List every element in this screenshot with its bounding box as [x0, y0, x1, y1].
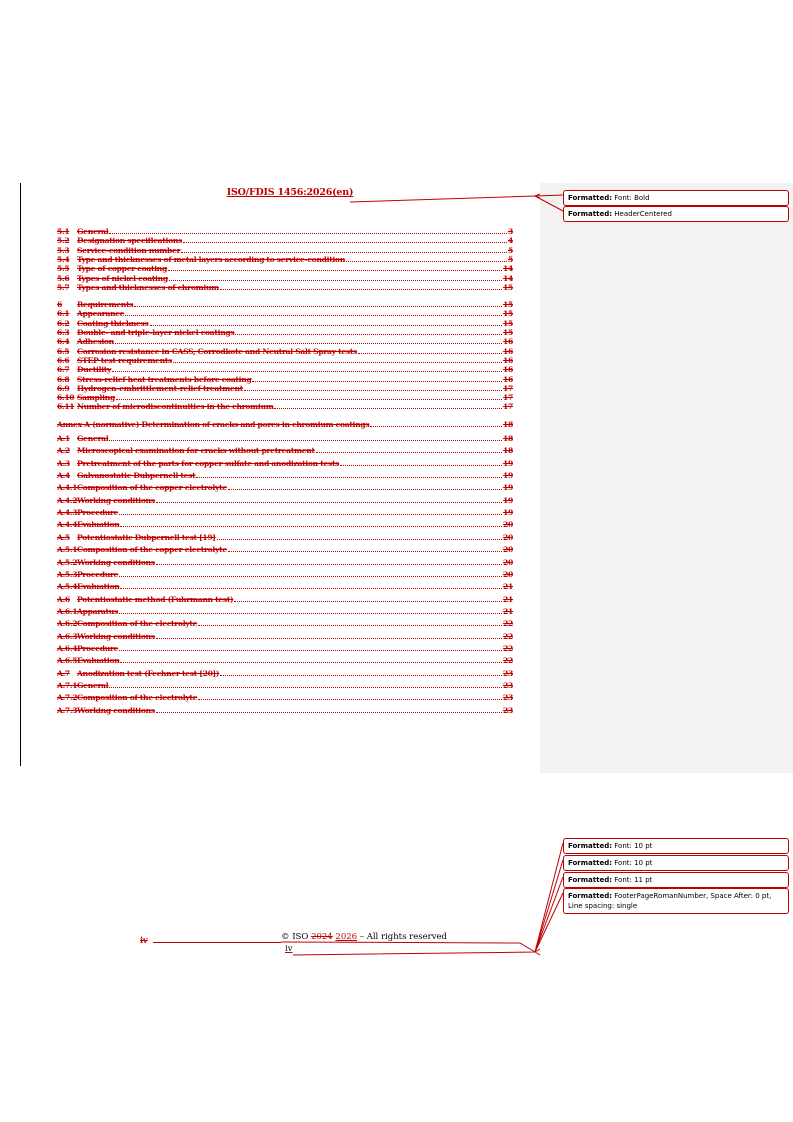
toc-entry-number: A.3 — [57, 458, 70, 468]
toc-entry-number: A.1 — [57, 434, 70, 443]
toc-entry-title: Potentiostatic Dubpernell test [19] — [77, 532, 216, 542]
toc-entry-number: 5.3 — [57, 245, 70, 255]
toc-entry-page: 19 — [503, 483, 513, 493]
comment-text: Font: 11 pt — [614, 876, 653, 884]
comment-label: Formatted: — [568, 842, 613, 850]
toc-entry-title: Ductility — [77, 365, 112, 375]
toc-entry-page: 22 — [503, 656, 513, 666]
toc-entry-title: Coating thickness — [77, 318, 149, 328]
toc-entry-title: Microscopical examination for cracks without pretreatment — [77, 446, 315, 456]
toc-entry-number: A.4.2 — [57, 495, 78, 505]
toc-entry-number: A.5 — [57, 532, 70, 542]
toc-entry-page: 16 — [503, 365, 513, 375]
comment-label: Formatted: — [568, 210, 613, 218]
toc-entry-page: 19 — [503, 495, 513, 505]
toc-entry-page: 22 — [503, 631, 513, 641]
toc-entry-page: 16 — [503, 355, 513, 365]
toc-entry-number: 6.5 — [57, 346, 70, 356]
toc-entry-page: 18 — [503, 434, 513, 443]
header-title[interactable]: ISO/FDIS 1456:2026(en) — [226, 187, 354, 198]
toc-entry-page: 16 — [503, 374, 513, 384]
toc-entry-number: A.7.3 — [57, 705, 78, 715]
toc-entry-title: Composition of the electrolyte — [77, 693, 198, 703]
toc-entry-number: 6.6 — [57, 355, 70, 365]
toc-entry-title: Apparatus — [77, 606, 118, 616]
toc-entry-number: A.6.5 — [57, 656, 78, 666]
toc-entry-page: 15 — [503, 282, 513, 292]
footer-roman-page-number[interactable]: iv — [285, 944, 293, 954]
toc-entry-number: A.4.3 — [57, 508, 78, 518]
comment-label: Formatted: — [568, 892, 613, 900]
toc-entry-title: Potentiostatic method (Fuhrmann test) — [77, 594, 234, 604]
toc-entry-title: Galvanostatic Dubpernell test — [77, 471, 196, 481]
toc-entry-page: 18 — [503, 419, 513, 429]
toc-entry-page: 22 — [503, 619, 513, 629]
toc-entry-title: Types of nickel coating — [77, 273, 168, 283]
toc-entry-number: 5.2 — [57, 236, 70, 246]
toc-entry-number: A.6.1 — [57, 606, 78, 616]
toc-entry-title: Stress-relief heat treatments before coating — [77, 374, 252, 384]
toc-entry-number: 6.9 — [57, 383, 70, 393]
toc-entry-title: Appearance — [77, 309, 125, 319]
toc-entry-number: A.7 — [57, 668, 70, 678]
toc-entry-page: 21 — [503, 606, 513, 616]
toc-entry-number: 6.8 — [57, 374, 70, 384]
toc-entry-title: Designation specifications — [77, 236, 183, 246]
toc-entry-title: Composition of the copper electrolyte — [77, 545, 227, 555]
toc-entry-title: Evaluation — [77, 656, 120, 666]
toc-entry-title: Number of microdiscontinuities in the chromium — [77, 402, 274, 412]
toc-entry-number: A.4 — [57, 471, 70, 481]
toc-entry-number: 5.7 — [57, 282, 70, 292]
toc-entry-title: Corrosion resistance in CASS, Corrodkote and Neutral Salt Spray tests — [77, 346, 358, 356]
toc-entry-page: 15 — [503, 318, 513, 328]
toc-entry-title: Requirements — [77, 300, 134, 310]
toc-entry-number: A.7.2 — [57, 693, 78, 703]
toc-entry-page: 20 — [503, 569, 513, 579]
toc-entry-page: 4 — [508, 236, 513, 246]
footer-page-number-deleted: iv — [140, 935, 148, 945]
toc-entry-page: 17 — [503, 402, 513, 412]
comment-label: Formatted: — [568, 194, 613, 202]
toc-entry-title: Pretreatment of the parts for copper sulfate and anodization tests — [77, 458, 340, 468]
toc-entry-page: 17 — [503, 383, 513, 393]
comment-label: Formatted: — [568, 876, 613, 884]
toc-entry-number: A.5.2 — [57, 557, 78, 567]
toc-entry-title: Evaluation — [77, 520, 120, 530]
toc-entry-number: 6.7 — [57, 365, 70, 375]
toc-entry-number: A.4.1 — [57, 483, 78, 493]
toc-entry-title: Types and thicknesses of chromium — [77, 282, 219, 292]
toc-entry-number: A.5.4 — [57, 582, 78, 592]
toc-entry-number: A.4.4 — [57, 520, 78, 530]
toc-entry-page: 18 — [503, 446, 513, 456]
toc-entry-number: A.6.3 — [57, 631, 78, 641]
toc-entry-title: Annex A (normative) Determination of cracks and pores in chromium coatings — [57, 419, 370, 429]
toc-entry-number: 6.11 — [57, 402, 75, 412]
toc-entry-page: 15 — [503, 300, 513, 310]
comment-text: HeaderCentered — [614, 210, 672, 218]
toc-entry-number: 5.1 — [57, 227, 70, 236]
comment-label: Formatted: — [568, 859, 613, 867]
toc-entry-title: Working conditions — [77, 705, 155, 715]
toc-entry-title: Adhesion — [77, 337, 114, 347]
toc-entry-page: 20 — [503, 545, 513, 555]
toc-entry-title: Type and thicknesses of metal layers according to service-condition — [77, 254, 346, 264]
toc-entry-number: 6 — [57, 300, 62, 310]
toc-entry-title: General — [77, 434, 109, 443]
comment-text: Font: 10 pt — [614, 859, 653, 867]
copyright-prefix: © ISO — [281, 932, 312, 942]
toc-entry-number: 6.3 — [57, 328, 70, 337]
toc-entry-title: Procedure — [77, 508, 119, 518]
toc-entry-number: 6.4 — [57, 337, 70, 347]
toc-entry-page: 19 — [503, 471, 513, 481]
toc-entry-page: 16 — [503, 337, 513, 347]
toc-entry-title: General — [77, 681, 109, 690]
toc-entry-page: 5 — [508, 245, 513, 255]
toc-entry-page: 20 — [503, 532, 513, 542]
toc-entry-number: A.6 — [57, 594, 70, 604]
toc-entry-page: 19 — [503, 458, 513, 468]
toc-entry-number: A.5.3 — [57, 569, 78, 579]
year-deleted: 2024 — [311, 932, 333, 942]
toc-entry-page: 5 — [508, 254, 513, 264]
copyright-suffix: – All rights reserved — [357, 932, 447, 942]
toc-entry-title: Procedure — [77, 569, 119, 579]
toc-entry-title: Composition of the electrolyte — [77, 619, 198, 629]
toc-entry-number: A.2 — [57, 446, 70, 456]
comment-text: Font: 10 pt — [614, 842, 653, 850]
toc-entry-title: Service-condition number — [77, 245, 181, 255]
toc-entry-number: A.6.2 — [57, 619, 78, 629]
toc-entry-page: 15 — [503, 309, 513, 319]
toc-entry-page: 23 — [503, 693, 513, 703]
toc-entry-page: 14 — [503, 264, 513, 274]
toc-entry-title: Procedure — [77, 643, 119, 653]
toc-entry-number: A.7.1 — [57, 681, 78, 690]
toc-entry-title: Working conditions — [77, 557, 155, 567]
toc-entry-page: 20 — [503, 557, 513, 567]
toc-entry-title: STEP test requirements — [77, 355, 172, 365]
year-inserted: 2026 — [335, 932, 358, 942]
toc-entry-page: 17 — [503, 393, 513, 403]
toc-entry-title: General — [77, 227, 109, 236]
toc-entry-page: 22 — [503, 643, 513, 653]
toc-entry-title: Type of copper coating — [77, 264, 168, 274]
toc-entry-page: 16 — [503, 346, 513, 356]
toc-entry-page: 3 — [508, 227, 513, 236]
toc-entry-title: Double- and triple-layer nickel coatings — [77, 328, 235, 337]
toc-entry-page: 21 — [503, 594, 513, 604]
toc-entry-number: 5.5 — [57, 264, 70, 274]
toc-entry-number: 5.6 — [57, 273, 70, 283]
toc-entry-title: Composition of the copper electrolyte — [77, 483, 227, 493]
toc-entry-page: 20 — [503, 520, 513, 530]
toc-entry-number: 5.4 — [57, 254, 70, 264]
toc-entry-title: Sampling — [77, 393, 115, 403]
toc-entry-page: 21 — [503, 582, 513, 592]
toc-entry-page: 15 — [503, 328, 513, 337]
comment-text: Font: Bold — [614, 194, 650, 202]
toc-entry-number: 6.1 — [57, 309, 70, 319]
toc-entry-title: Working conditions — [77, 631, 155, 641]
toc-entry-number: 6.2 — [57, 318, 70, 328]
toc-entry-page: 23 — [503, 668, 513, 678]
toc-entry-title: Hydrogen-embrittlement-relief treatment — [77, 383, 243, 393]
toc-entry-number: A.5.1 — [57, 545, 78, 555]
toc-entry-number: 6.10 — [57, 393, 75, 403]
toc-entry-title: Evaluation — [77, 582, 120, 592]
toc-entry-number: A.6.4 — [57, 643, 78, 653]
toc-entry-title: Working conditions — [77, 495, 155, 505]
toc-entry-page: 19 — [503, 508, 513, 518]
toc-entry-title: Anodization test (Fechner test [20]) — [77, 668, 220, 678]
toc-entry-page: 23 — [503, 705, 513, 715]
toc-entry-page: 23 — [503, 681, 513, 690]
toc-entry-page: 14 — [503, 273, 513, 283]
comment-text: FooterPageRomanNumber, Space After: 0 pt, Line spacing: single — [568, 892, 772, 910]
